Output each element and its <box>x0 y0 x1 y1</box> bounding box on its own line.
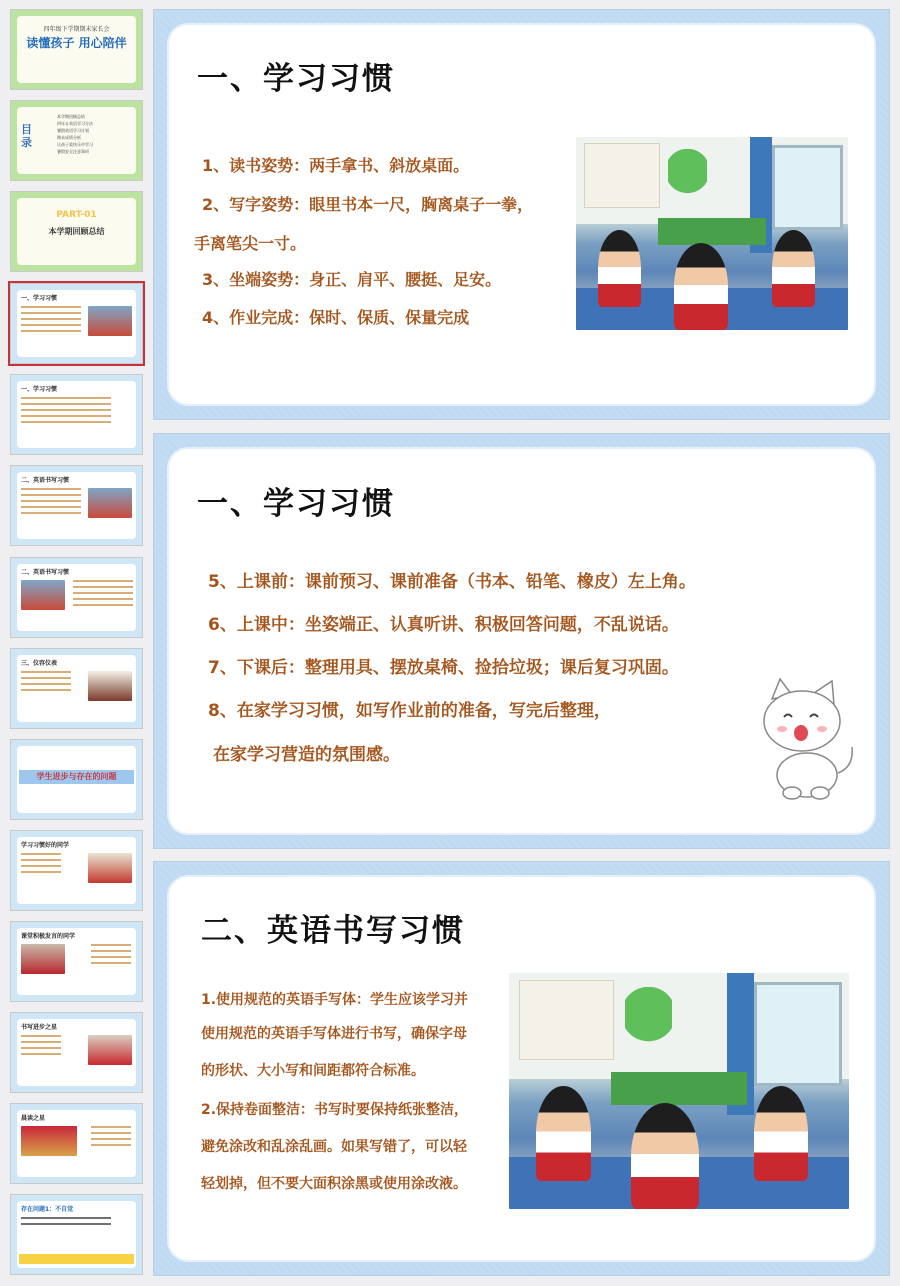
classroom-photo <box>509 973 849 1209</box>
body-line: 6、上课中：坐姿端正、认真听讲、积极回答问题，不乱说话。 <box>208 615 679 635</box>
thumbnail-slide-6[interactable] <box>10 465 143 546</box>
thumb-photo <box>88 1035 132 1065</box>
slide-study-habits-2 <box>153 433 890 849</box>
classroom-photo <box>576 137 848 330</box>
thumb-photo <box>21 1126 77 1156</box>
body-line: 8、在家学习习惯，如写作业前的准备，写完后整理， <box>208 701 611 721</box>
thumbnail-slide-4[interactable] <box>10 283 143 364</box>
thumb-cover-title: 读懂孩子 用心陪伴 <box>26 36 127 50</box>
slide-thumbnail-panel <box>0 0 150 1286</box>
body-line: 手离笔尖一寸。 <box>194 234 307 253</box>
thumb-photo <box>88 671 132 701</box>
slide-title: 一、学习习惯 <box>197 486 395 522</box>
body-line: 2、写字姿势：眼里书本一尺，胸离桌子一拳， <box>202 195 534 214</box>
thumb-section-title: 本学期回顾总结 <box>48 227 105 236</box>
thumb-toc-list: 本学期回顾总结 四年五英语学习方法 暑假英语学习计划 期末成绩分析 让孩子爱快乐中学习 暑假安全注意事项 <box>57 114 93 154</box>
thumb-part-label: PART-01 <box>56 210 97 220</box>
thumbnail-slide-14[interactable] <box>10 1194 143 1275</box>
slide-title: 一、学习习惯 <box>197 61 395 97</box>
thumbnail-slide-2[interactable] <box>10 100 143 181</box>
thumbnail-slide-8[interactable] <box>10 648 143 729</box>
body-line: 4、作业完成：保时、保质、保量完成 <box>202 308 470 327</box>
thumb-title: 课堂积极发言的同学 <box>21 933 76 940</box>
thumbnail-slide-12[interactable] <box>10 1012 143 1093</box>
body-line: 7、下课后：整理用具、摆放桌椅、捡拾垃圾；课后复习巩固。 <box>208 658 679 678</box>
thumb-photo <box>88 853 132 883</box>
thumbnail-slide-10[interactable] <box>10 830 143 911</box>
body-line: 2.保持卷面整洁：书写时要保持纸张整洁， <box>201 1102 469 1118</box>
thumbnail-slide-13[interactable] <box>10 1103 143 1184</box>
thumbnail-slide-7[interactable] <box>10 557 143 638</box>
body-line: 3、坐端姿势：身正、肩平、腰挺、足安。 <box>202 270 502 289</box>
thumb-title: 二、英语书写习惯 <box>21 477 70 484</box>
body-line: 的形状、大小写和间距都符合标准。 <box>201 1063 425 1079</box>
body-line: 避免涂改和乱涂乱画。如果写错了，可以轻 <box>201 1139 467 1155</box>
thumb-photo <box>21 580 65 610</box>
slide-study-habits-1 <box>153 9 890 420</box>
body-line: 轻划掉，但不要大面积涂黑或使用涂改液。 <box>201 1176 467 1192</box>
thumbnail-slide-1[interactable] <box>10 9 143 90</box>
thumbnail-slide-3[interactable] <box>10 191 143 272</box>
slide-english-writing-habits <box>153 861 890 1276</box>
thumb-title: 书写进步之星 <box>21 1024 58 1031</box>
thumb-title: 存在问题1：不自觉 <box>21 1206 74 1213</box>
thumb-cover-subtitle: 四年级下学期期末家长会 <box>43 26 110 33</box>
thumb-title: 一、学习习惯 <box>21 386 58 393</box>
thumb-title: 二、英语书写习惯 <box>21 569 70 576</box>
thumb-title: 学习习惯好的同学 <box>21 842 70 849</box>
thumbnail-slide-11[interactable] <box>10 921 143 1002</box>
body-line: 1.使用规范的英语手写体：学生应该学习并 <box>201 992 469 1008</box>
thumb-title: 一、学习习惯 <box>21 295 58 302</box>
thumb-photo <box>88 306 132 336</box>
slide-title: 二、英语书写习惯 <box>201 913 465 949</box>
thumb-toc-title: 目录 <box>21 123 32 149</box>
body-line: 1、读书姿势：两手拿书、斜放桌面。 <box>202 156 470 175</box>
thumbnail-slide-9[interactable] <box>10 739 143 820</box>
thumb-title: 晨读之星 <box>21 1115 46 1122</box>
thumb-photo <box>88 488 132 518</box>
body-line: 5、上课前：课前预习、课前准备（书本、铅笔、橡皮）左上角。 <box>208 572 696 592</box>
thumb-photo <box>21 944 65 974</box>
thumbnail-slide-5[interactable] <box>10 374 143 455</box>
cartoon-cat-icon <box>752 677 856 801</box>
thumb-band-title: 学生进步与存在的问题 <box>36 772 117 781</box>
thumb-title: 三、仪容仪表 <box>21 660 58 667</box>
body-line: 使用规范的英语手写体进行书写，确保字母 <box>201 1026 467 1042</box>
body-line: 在家学习营造的氛围感。 <box>213 745 400 765</box>
